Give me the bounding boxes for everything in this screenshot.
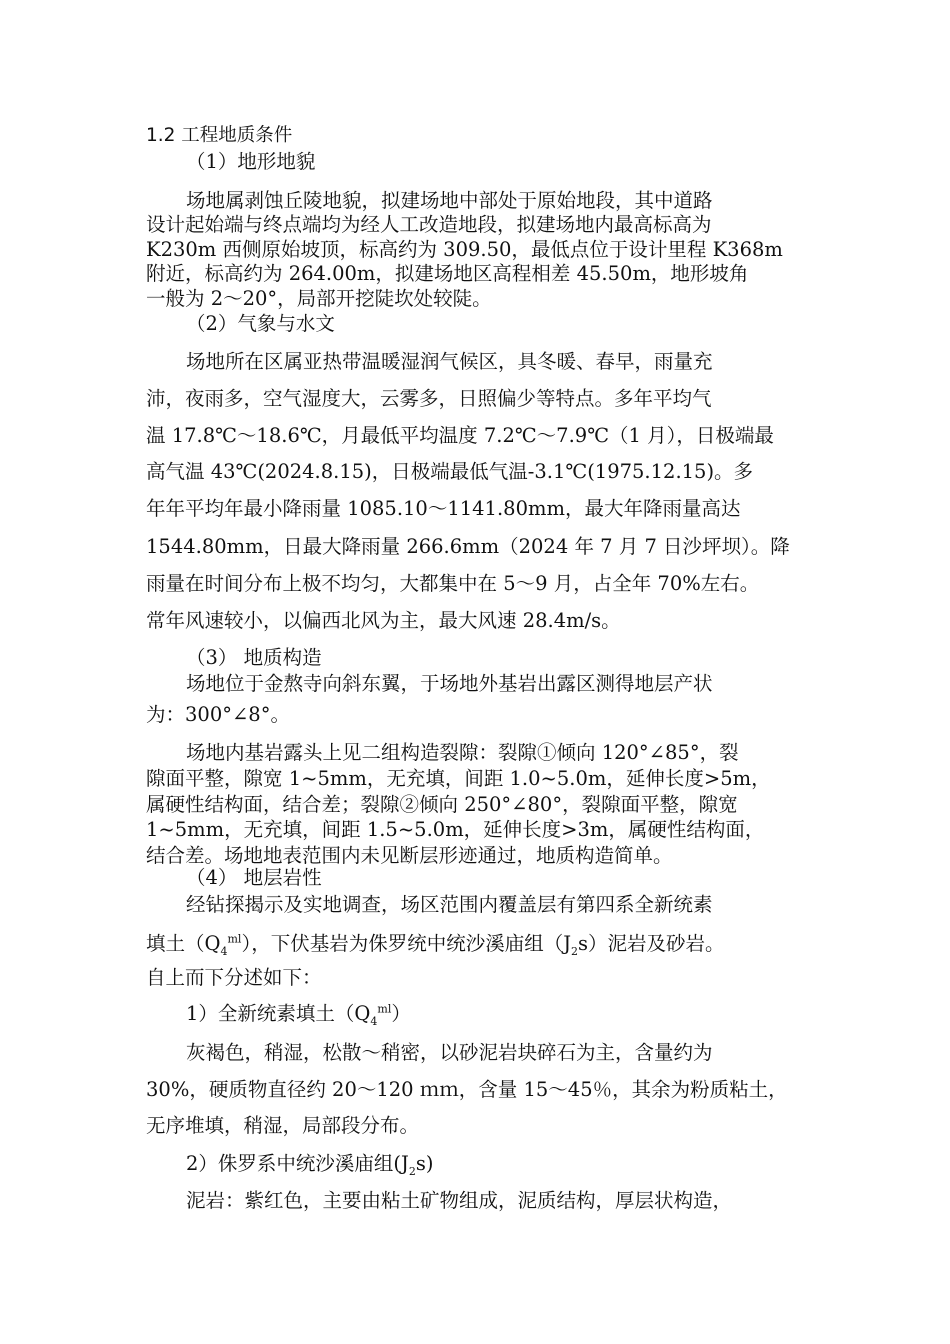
strata-text: ），下伏基岩为侏罗统中统沙溪庙组（J xyxy=(241,932,572,955)
strata-text: s）泥岩及砂岩。 xyxy=(578,932,725,955)
strata-line: 经钻探揭示及实地调查，场区范围内覆盖层有第四系全新统素 xyxy=(186,893,713,916)
climate-heading: （2）气象与水文 xyxy=(186,312,335,335)
subscript: 2 xyxy=(408,1164,416,1178)
topography-line: 一般为 2～20°，局部开挖陡坎处较陡。 xyxy=(146,287,492,310)
jurassic-heading xyxy=(186,1152,866,1176)
strata-heading: （4） 地层岩性 xyxy=(186,866,322,889)
structure-line: 1~5mm，无充填，间距 1.5~5.0m，延伸长度>3m，属硬性结构面， xyxy=(146,818,765,841)
strata-line xyxy=(146,932,826,956)
superscript: ml xyxy=(227,932,242,946)
structure-line: 为：300°∠8°。 xyxy=(146,703,290,726)
structure-line: 属硬性结构面，结合差；裂隙②倾向 250°∠80°，裂隙面平整，隙宽 xyxy=(146,793,738,816)
structure-line: 场地位于金熬寺向斜东翼，于场地外基岩出露区测得地层产状 xyxy=(186,672,713,695)
superscript: ml xyxy=(377,1002,392,1016)
climate-line: 温 17.8℃～18.6℃，月最低平均温度 7.2℃～7.9℃（1 月），日极端最 xyxy=(146,424,774,447)
structure-heading: （3） 地质构造 xyxy=(186,646,322,669)
climate-line: 雨量在时间分布上极不均匀，大都集中在 5～9 月，占全年 70%左右。 xyxy=(146,572,760,595)
structure-line: 结合差。场地地表范围内未见断层形迹通过，地质构造简单。 xyxy=(146,844,673,867)
structure-line: 场地内基岩露头上见二组构造裂隙：裂隙①倾向 120°∠85°，裂 xyxy=(186,741,739,764)
strata-line: 自上而下分述如下： xyxy=(146,966,322,989)
jurassic-heading-text: s) xyxy=(415,1152,434,1175)
fill-line: 灰褐色，稍湿，松散～稍密，以砂泥岩块碎石为主，含量约为 xyxy=(186,1041,713,1064)
structure-line: 隙面平整，隙宽 1~5mm，无充填，间距 1.0~5.0m，延伸长度>5m， xyxy=(146,767,771,790)
topography-line: K230m 西侧原始坡顶，标高约为 309.50，最低点位于设计里程 K368m xyxy=(146,238,783,261)
fill-heading-text: ） xyxy=(391,1002,411,1025)
fill-line: 无序堆填，稍湿，局部段分布。 xyxy=(146,1114,420,1137)
topography-line: 设计起始端与终点端均为经人工改造地段，拟建场地内最高标高为 xyxy=(146,213,712,236)
climate-line: 年年平均年最小降雨量 1085.10～1141.80mm，最大年降雨量高达 xyxy=(146,497,741,520)
fill-heading-text: 1）全新统素填土（Q xyxy=(186,1002,371,1025)
fill-line: 30%，硬质物直径约 20～120 ｍｍ，含量 15～45％，其余为粉质粘土， xyxy=(146,1078,788,1101)
subscript: 2 xyxy=(571,944,579,958)
fill-heading xyxy=(186,1002,866,1026)
climate-line: 1544.80mm，日最大降雨量 266.6mm（2024 年 7 月 7 日沙坪坝）。降 xyxy=(146,535,790,558)
climate-line: 常年风速较小，以偏西北风为主，最大风速 28.4m/s。 xyxy=(146,609,621,632)
climate-line: 沛，夜雨多，空气湿度大，云雾多，日照偏少等特点。多年平均气 xyxy=(146,387,712,410)
jurassic-heading-text: 2）侏罗系中统沙溪庙组(J xyxy=(186,1152,409,1175)
climate-line: 场地所在区属亚热带温暖湿润气候区，具冬暖、春早，雨量充 xyxy=(186,350,713,373)
climate-line: 高气温 43℃(2024.8.15)，日极端最低气温-3.1℃(1975.12.15)。多 xyxy=(146,460,754,483)
subscript: 4 xyxy=(220,944,228,958)
topography-line: 场地属剥蚀丘陵地貌，拟建场地中部处于原始地段，其中道路 xyxy=(186,189,713,212)
section-title: 1.2 工程地质条件 xyxy=(146,125,293,146)
subscript: 4 xyxy=(370,1014,378,1028)
mudstone-line: 泥岩：紫红色，主要由粘土矿物组成，泥质结构，厚层状构造， xyxy=(186,1189,733,1212)
topography-line: 附近，标高约为 264.00m，拟建场地区高程相差 45.50m，地形坡角 xyxy=(146,262,749,285)
topography-heading: （1）地形地貌 xyxy=(186,150,316,173)
strata-text: 填土（Q xyxy=(146,932,221,955)
